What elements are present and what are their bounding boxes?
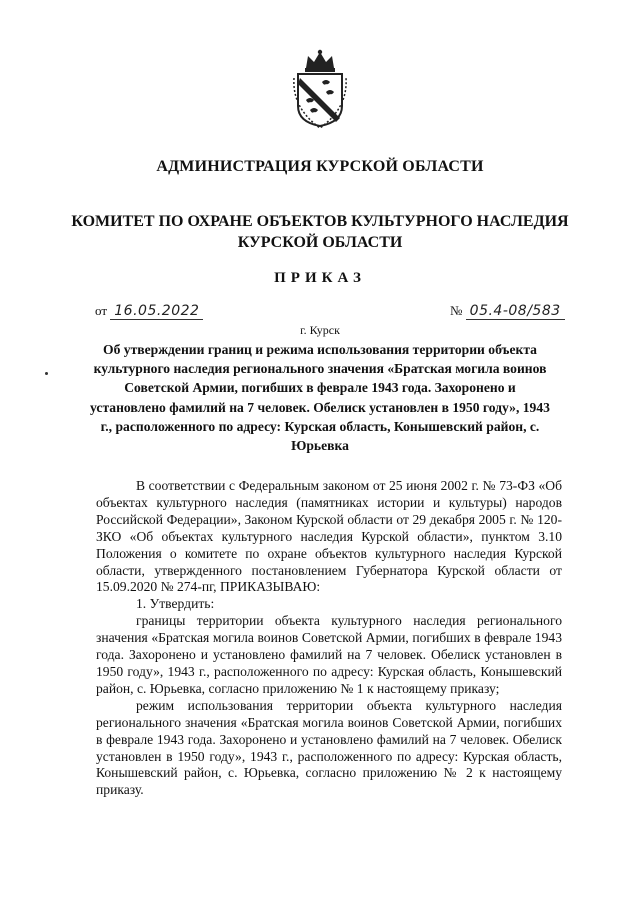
body-paragraph: 1. Утвердить: xyxy=(136,596,215,612)
coat-of-arms-icon xyxy=(292,48,348,128)
number-prefix: № xyxy=(450,303,463,318)
number-value: 05.4-08/583 xyxy=(466,303,565,320)
committee-heading: КОМИТЕТ ПО ОХРАНЕ ОБЪЕКТОВ КУЛЬТУРНОГО НАСЛЕДИЯ КУРСКОЙ ОБЛАСТИ xyxy=(71,213,569,251)
stray-mark xyxy=(45,372,48,375)
document-date xyxy=(95,303,203,319)
body-paragraph: В соответствии с Федеральным законом от 25 июня 2002 г. № 73-ФЗ «Об объектах культурного наследия (памятниках истории и культуры) народов Российской Федерации», Законом Курской области от 29 декабря 2005 г. № 120-ЗКО «Об объектах культурного наследия Курской области», пунктом 3.10 Положения о комитете по охране объектов культурного наследия Курской области, утвержденного постановлением Губернатора Курской области от 15.09.2020 № 274-пг, ПРИКАЗЫВАЮ: xyxy=(96,478,562,595)
document-number xyxy=(450,303,565,319)
city-label: г. Курск xyxy=(300,323,340,337)
date-prefix: от xyxy=(95,303,108,318)
document-type-heading: ПРИКАЗ xyxy=(274,270,366,286)
administration-heading: АДМИНИСТРАЦИЯ КУРСКОЙ ОБЛАСТИ xyxy=(156,158,484,175)
document-body xyxy=(96,478,562,799)
document-title: Об утверждении границ и режима использования территории объекта культурного наследия регионального значения «Братская могила воинов Советской Армии, погибших в феврале 1943 года. Захоронено и установлено фамилий на 7 человек. Обелиск установлен в 1950 году», 1943 г., расположенного по адресу: Курская область, Конышевский район, с. Юрьевка xyxy=(90,342,550,454)
date-value: 16.05.2022 xyxy=(110,303,203,320)
body-paragraph: границы территории объекта культурного наследия регионального значения «Братская могила воинов Советской Армии, погибших в феврале 1943 года. Захоронено и установлено фамилий на 7 человек. Обелиск установлен в 1950 году», 1943 г., расположенного по адресу: Курская область, Конышевский район, с. Юрьевка, согласно приложению № 1 к настоящему приказу; xyxy=(96,613,562,696)
body-paragraph: режим использования территории объекта культурного наследия регионального значения «Братская могила воинов Советской Армии, погибших в феврале 1943 года. Захоронено и установлено фамилий на 7 человек. Обелиск установлен в 1950 году», 1943 г., расположенного по адресу: Курская область, Конышевский район, с. Юрьевка, согласно приложению № 2 к настоящему приказу. xyxy=(96,697,562,798)
